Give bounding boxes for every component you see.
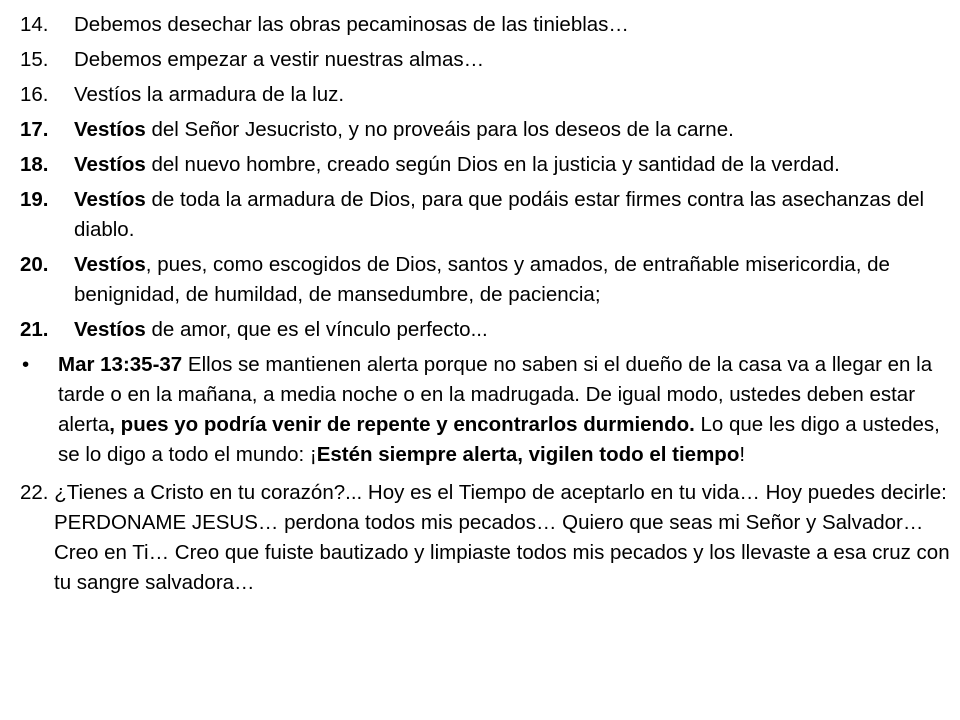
item-text <box>74 315 950 345</box>
item-rest: Vestíos la armadura de la luz. <box>74 83 345 106</box>
item-text <box>74 45 950 75</box>
scripture-reference: Mar 13:35-37 <box>58 353 183 376</box>
item-text: ¿Tienes a Cristo en tu corazón?... Hoy es el Tiempo de aceptarlo en tu vida… Hoy puedes decirle: PERDONAME JESUS… perdona todos mis pecados… Quiero que seas mi Señor y Salvador… Creo en Ti… Creo que fuiste bautizado y limpiaste todos mis pecados y los llevaste a esa cruz con tu sangre salvadora… <box>48 481 950 594</box>
item-text <box>74 150 950 180</box>
item-number: 22. <box>20 481 49 504</box>
item-rest: , pues, como escogidos de Dios, santos y amados, de entrañable misericordia, de benignidad, de humildad, de mansedumbre, de paciencia; <box>74 253 890 306</box>
item-number: 16. <box>20 83 49 106</box>
item-rest: de toda la armadura de Dios, para que podáis estar firmes contra las asechanzas del diablo. <box>74 188 925 241</box>
list-item-22 <box>20 478 950 598</box>
item-bold: Vestíos <box>74 153 146 176</box>
item-rest: del nuevo hombre, creado según Dios en la justicia y santidad de la verdad. <box>145 153 840 176</box>
item-number: 17. <box>20 118 49 141</box>
item-bold: Vestíos <box>74 118 146 141</box>
item-number: 14. <box>20 13 49 36</box>
item-number: 21. <box>20 318 49 341</box>
bullet-bold-2: Estén siempre alerta, vigilen todo el tiempo <box>316 443 740 466</box>
list-item-19 <box>20 185 950 245</box>
item-rest: Debemos desechar las obras pecaminosas de las tinieblas… <box>74 13 629 36</box>
item-bold: Vestíos <box>74 253 146 276</box>
item-rest: Debemos empezar a vestir nuestras almas… <box>74 48 485 71</box>
bullet-text-1: Ellos se mantienen alerta porque no saben si el dueño de la casa va a llegar en la tarde o en la mañana, a media noche o en la madrugada. De igual modo, ustedes deben estar alerta <box>58 353 933 436</box>
numbered-list <box>20 10 950 598</box>
item-number: 19. <box>20 188 49 211</box>
item-number: 15. <box>20 48 49 71</box>
bullet-text-2: Lo que les digo a ustedes, se lo digo a todo el mundo: ¡ <box>58 413 940 466</box>
item-bold: Vestíos <box>74 318 146 341</box>
item-rest: del Señor Jesucristo, y no proveáis para los deseos de la carne. <box>145 118 734 141</box>
list-item-20 <box>20 250 950 310</box>
item-text <box>74 250 950 310</box>
list-item-21 <box>20 315 950 345</box>
bullet-item-scripture <box>20 350 950 470</box>
list-item-14 <box>20 10 950 40</box>
item-text <box>74 115 950 145</box>
bullet-text <box>58 350 950 470</box>
list-item-17 <box>20 115 950 145</box>
list-item-15 <box>20 45 950 75</box>
item-text <box>74 80 950 110</box>
item-number: 18. <box>20 153 49 176</box>
bullet-dot-icon: • <box>22 353 30 376</box>
item-text <box>74 10 950 40</box>
bullet-bold-1: , pues yo podría venir de repente y encontrarlos durmiendo. <box>109 413 695 436</box>
list-item-18 <box>20 150 950 180</box>
list-item-16 <box>20 80 950 110</box>
item-text <box>74 185 950 245</box>
item-bold: Vestíos <box>74 188 146 211</box>
item-number: 20. <box>20 253 49 276</box>
item-rest: de amor, que es el vínculo perfecto... <box>145 318 488 341</box>
bullet-text-3: ! <box>739 443 746 466</box>
